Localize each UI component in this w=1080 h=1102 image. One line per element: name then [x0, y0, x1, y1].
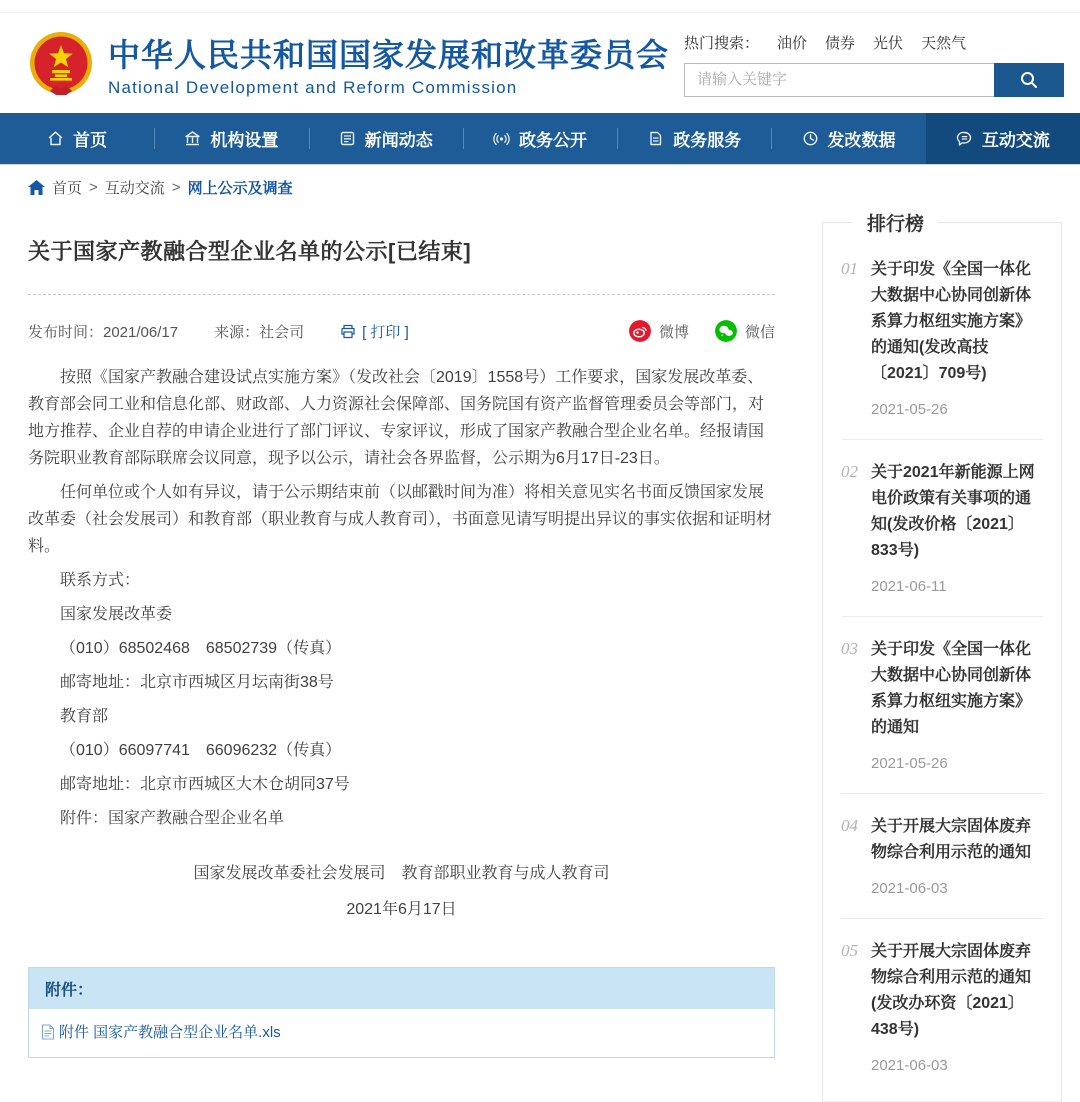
ranking-item-number: 03: [841, 639, 858, 658]
ranking-item-4: [841, 794, 1043, 919]
document-icon: [647, 130, 664, 147]
ranking-item-1: [841, 237, 1043, 440]
nav-item-gov-disclosure[interactable]: [463, 113, 617, 164]
nav-item-label: 机构设置: [210, 131, 279, 150]
ranking-item-date: 2021-06-03: [871, 880, 948, 897]
printer-icon: [340, 324, 356, 339]
signature-date: 2021年6月17日: [346, 901, 457, 918]
ranking-item-number: 05: [841, 941, 858, 960]
nav-item-label: 互动交流: [981, 131, 1050, 150]
broadcast-icon: [493, 130, 510, 147]
ranking-item-number: 04: [841, 816, 858, 835]
article-paragraph: 联系方式：: [60, 572, 141, 589]
breadcrumb-separator: >: [89, 179, 98, 196]
nav-item-interaction[interactable]: [926, 113, 1080, 164]
nav-item-label: 新闻动态: [364, 131, 433, 150]
national-emblem-logo: [26, 29, 96, 99]
bank-icon: [184, 130, 201, 147]
nav-item-gov-services[interactable]: [617, 113, 771, 164]
ranking-item-number: 02: [841, 462, 858, 481]
hot-search-row: [684, 32, 1064, 53]
search-icon: [1019, 70, 1039, 90]
article-paragraph: 教育部: [60, 708, 109, 725]
hot-search-term-gas[interactable]: 天然气: [921, 34, 967, 52]
nav-item-ndrc-data[interactable]: [771, 113, 925, 164]
page-title: 关于国家产教融合型企业名单的公示[已结束]: [28, 239, 472, 264]
share-wechat-button[interactable]: [715, 320, 775, 342]
file-icon: [41, 1024, 55, 1040]
news-icon: [339, 130, 356, 147]
article-signature: [28, 860, 775, 923]
ranking-item-link[interactable]: 关于印发《全国一体化大数据中心协同创新体系算力枢纽实施方案》的通知(发改高技〔2021〕709号): [871, 261, 1032, 382]
ranking-item-date: 2021-06-11: [871, 578, 947, 595]
article-content: [28, 208, 775, 1102]
ranking-item-link[interactable]: 关于印发《全国一体化大数据中心协同创新体系算力枢纽实施方案》的通知: [871, 641, 1032, 736]
signature-departments: 国家发展改革委社会发展司 教育部职业教育与成人教育司: [193, 865, 610, 882]
article-paragraph: 邮寄地址：北京市西城区月坛南街38号: [60, 674, 334, 691]
print-button[interactable]: [340, 321, 409, 342]
article-paragraph: （010）66097741 66096232（传真）: [60, 742, 342, 759]
article-paragraph: 按照《国家产教融合建设试点实施方案》（发改社会〔2019〕1558号）工作要求，国家发展改革委、教育部会同工业和信息化部、财政部、人力资源社会保障部、国务院国有资产监督管理委员会等部门，对地方推荐、企业自荐的申请企业进行了部门评议、专家评议，形成了国家产教融合型企业名单。经报请国务院职业教育部际联席会议同意，现予以公示，请社会各界监督，公示期为6月17日-23日。: [28, 369, 765, 467]
article-paragraph: 附件：国家产教融合型企业名单: [60, 810, 285, 827]
breadcrumb-interaction[interactable]: 互动交流: [104, 180, 165, 197]
ranking-item-link[interactable]: 关于2021年新能源上网电价政策有关事项的通知(发改价格〔2021〕833号): [871, 464, 1035, 559]
weibo-icon: [629, 320, 651, 342]
attachment-box-header: 附件：: [29, 968, 774, 1009]
ranking-item-link[interactable]: 关于开展大宗固体废弃物综合利用示范的通知(发改办环资〔2021〕438号): [871, 943, 1032, 1038]
hot-search-term-oil[interactable]: 油价: [777, 34, 808, 52]
ranking-item-date: 2021-05-26: [871, 755, 948, 772]
share-wechat-label: 微信: [744, 323, 775, 341]
ranking-item-date: 2021-05-26: [871, 401, 948, 418]
ranking-item-3: [841, 617, 1043, 794]
home-icon: [47, 130, 64, 147]
nav-item-label: 首页: [73, 131, 108, 150]
search-bar: [684, 63, 1064, 97]
ranking-item-5: [841, 919, 1043, 1095]
share-weibo-label: 微博: [658, 323, 689, 341]
wechat-icon: [715, 320, 737, 342]
breadcrumb-separator: >: [171, 179, 181, 196]
clock-icon: [802, 130, 819, 147]
ranking-item-date: 2021-06-03: [871, 1057, 948, 1074]
ranking-title: 排行榜: [853, 209, 938, 236]
ranking-item-2: [841, 440, 1043, 617]
site-title: [108, 30, 669, 98]
article-paragraph: 国家发展改革委: [60, 606, 173, 623]
page-top-strip: [0, 0, 1080, 13]
site-title-en: National Development and Reform Commission: [108, 78, 518, 97]
article-source: 来源：社会司: [214, 323, 305, 341]
search-button[interactable]: [994, 63, 1064, 97]
article-paragraph: 任何单位或个人如有异议，请于公示期结束前（以邮戳时间为准）将相关意见实名书面反馈国家发展改革委（社会发展司）和教育部（职业教育与成人教育司），书面意见请写明提出异议的事实依据和证明材料。: [28, 484, 773, 555]
publish-time: 发布时间：2021/06/17: [28, 323, 179, 341]
nav-item-news[interactable]: [309, 113, 463, 164]
breadcrumb: [0, 164, 1080, 208]
attachment-file-link[interactable]: [41, 1021, 281, 1042]
print-label: [ 打印 ]: [362, 323, 409, 341]
site-header: [0, 13, 1080, 113]
ranking-sidebar: [822, 208, 1062, 1102]
hot-search-term-pv[interactable]: 光伏: [873, 34, 904, 52]
nav-item-home[interactable]: [0, 113, 154, 164]
article-paragraph: （010）68502468 68502739（传真）: [60, 640, 342, 657]
article-meta-row: [28, 295, 775, 364]
breadcrumb-home[interactable]: 首页: [52, 180, 83, 197]
home-icon: [28, 180, 45, 195]
hot-search-label: 热门搜索：: [684, 34, 760, 52]
nav-item-label: 发改数据: [827, 131, 896, 150]
share-weibo-button[interactable]: [629, 320, 689, 342]
nav-item-label: 政务服务: [673, 131, 742, 150]
breadcrumb-current-page: 网上公示及调查: [187, 180, 293, 197]
hot-search-term-bond[interactable]: 债券: [825, 34, 856, 52]
nav-item-label: 政务公开: [518, 131, 587, 150]
site-title-zh: 中华人民共和国国家发展和改革委员会: [108, 37, 670, 73]
search-input[interactable]: [684, 63, 994, 97]
nav-item-organization[interactable]: [154, 113, 308, 164]
attachment-box: [28, 967, 775, 1058]
article-paragraph: 邮寄地址：北京市西城区大木仓胡同37号: [60, 776, 350, 793]
ranking-item-link[interactable]: 关于开展大宗固体废弃物综合利用示范的通知: [871, 818, 1032, 861]
chat-icon: [956, 130, 973, 147]
ranking-item-number: 01: [841, 259, 858, 278]
main-nav: [0, 113, 1080, 164]
attachment-file-name: 附件 国家产教融合型企业名单.xls: [59, 1024, 281, 1041]
